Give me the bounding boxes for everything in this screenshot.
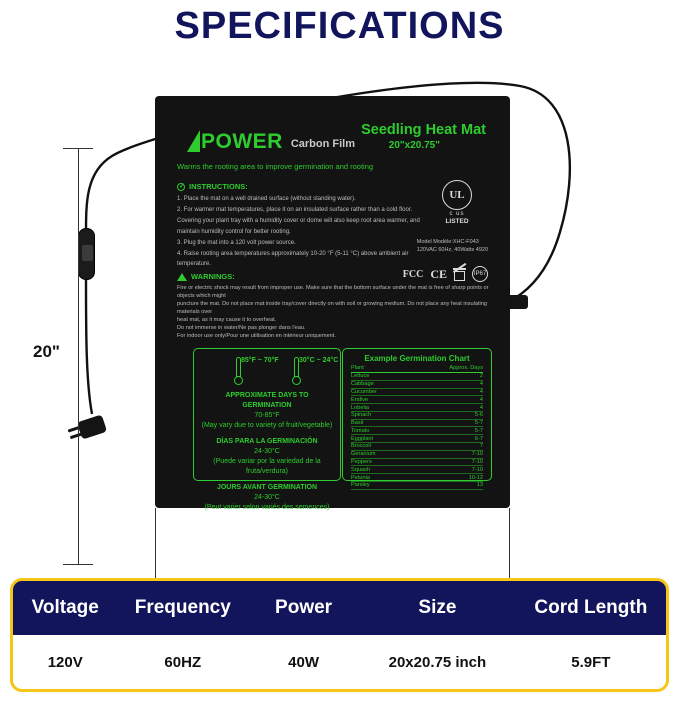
fcc-icon: FCC xyxy=(402,268,424,280)
cell-days: 4 xyxy=(479,388,483,395)
cell-days: 4 xyxy=(479,396,483,403)
spec-header-frequency: Frequency xyxy=(134,597,231,618)
cell-days: 6-7 xyxy=(474,435,483,442)
table-row xyxy=(351,459,483,467)
en-range: 70-85°F xyxy=(254,412,280,419)
cell-days: 7-10 xyxy=(471,466,483,473)
spec-value-voltage: 120V xyxy=(47,653,83,671)
list-item: Do not immerse in water/Ne pas plonger dans l'eau. xyxy=(177,325,306,331)
cell-days: 4 xyxy=(479,381,483,388)
table-row xyxy=(351,404,483,412)
cell-days: 5-7 xyxy=(474,420,483,427)
table-row xyxy=(351,482,483,490)
list-item: maintain humidity control for better rooting. xyxy=(177,229,291,235)
list-item: heat mat, as it may cause it to overheat. xyxy=(177,317,277,323)
ul-listed-text: LISTED xyxy=(445,218,469,225)
ip67-icon: IP67 xyxy=(472,266,488,282)
height-cap-top xyxy=(63,148,93,149)
cell-plant: Tomato xyxy=(351,427,370,434)
page-title-bar xyxy=(0,0,679,52)
thermometer-fahrenheit-icon xyxy=(221,357,279,385)
brand-name: POWER xyxy=(201,130,283,153)
table-row xyxy=(351,389,483,397)
product-tagline: Warms the rooting area to improve germination and rooting xyxy=(177,162,374,171)
ul-certification-mark xyxy=(442,180,472,225)
ce-icon: CE xyxy=(430,266,447,281)
cell-plant: Eggplant xyxy=(351,435,374,442)
ul-logo: UL xyxy=(442,180,472,210)
cell-plant: Squash xyxy=(351,466,370,473)
cell-plant: Basil xyxy=(351,420,364,427)
cell-plant: Endive xyxy=(351,396,369,403)
table-row xyxy=(351,443,483,451)
thermometer-celsius-icon xyxy=(279,357,339,385)
model-line: 120VAC 60Hz, 40Watts 4920 xyxy=(416,247,488,253)
cell-plant: Peppers xyxy=(351,458,372,465)
cell-days: 4 xyxy=(479,404,483,411)
fr-title: JOURS AVANT GERMINATION xyxy=(216,484,318,491)
cell-days: 5-6 xyxy=(474,412,483,419)
es-note: (Puede variar por la variedad de la fruta/verdura) xyxy=(213,458,321,475)
temp-celsius: 30°C ~ 24°C xyxy=(299,357,339,364)
spec-header-cord-length: Cord Length xyxy=(534,597,648,618)
table-row xyxy=(351,435,483,443)
table-row xyxy=(351,466,483,474)
table-row xyxy=(351,396,483,404)
cell-plant: Cucumber xyxy=(351,388,377,395)
warnings-list xyxy=(177,284,507,340)
column-header-plant: Plant xyxy=(351,365,364,371)
cell-days: 2 xyxy=(479,373,483,380)
cell-days: 13 xyxy=(476,482,483,489)
seedling-heat-mat xyxy=(155,96,510,511)
table-row xyxy=(351,373,483,381)
instructions-title: INSTRUCTIONS: xyxy=(189,182,248,191)
list-item: 3. Plug the mat into a 120 volt power source. xyxy=(177,240,296,246)
germination-chart-panel xyxy=(342,348,492,489)
lightning-bolt-icon xyxy=(187,126,201,152)
product-size: 20"x20.75" xyxy=(388,140,440,151)
en-title-1: APPROXIMATE DAYS TO xyxy=(225,392,309,399)
cell-days: 7 xyxy=(479,443,483,450)
list-item: Covering your plant tray with a humidity cover or dome will also keep root area warmer, and xyxy=(177,218,420,224)
table-row xyxy=(351,474,483,482)
table-row xyxy=(351,381,483,389)
table-row xyxy=(351,420,483,428)
cell-plant: Lobelia xyxy=(351,404,370,411)
cell-plant: Lettuce xyxy=(351,373,370,380)
warnings-title: WARNINGS: xyxy=(191,272,235,281)
chart-header xyxy=(351,365,483,373)
spec-header-voltage: Voltage xyxy=(31,597,99,618)
germination-en xyxy=(194,391,340,431)
cell-plant: Spinach xyxy=(351,412,372,419)
model-info xyxy=(417,238,488,254)
list-item: 1. Place the mat on a well drained surface (without standing water). xyxy=(177,196,356,202)
height-dimension-line xyxy=(78,148,79,564)
product-name: Seedling Heat Mat xyxy=(361,122,486,138)
check-circle-icon xyxy=(177,183,185,191)
fr-note: (Peut varier selon variés des semences) xyxy=(204,504,330,511)
list-item: For indoor use only/Pour une utilisation en intérieur uniquement. xyxy=(177,333,336,339)
cell-days: 7-10 xyxy=(471,458,483,465)
instructions-list xyxy=(177,195,427,269)
column-header-days: Approx. Days xyxy=(449,365,483,371)
en-note: (May vary due to variety of fruit/vegetable) xyxy=(201,422,333,429)
cell-plant: Petunia xyxy=(351,474,370,481)
cell-days: 10-12 xyxy=(468,474,483,481)
warnings-block xyxy=(177,272,507,340)
list-item: 2. For warmer mat temperatures, place it on an insulated surface rather than a cold floor. xyxy=(177,207,413,213)
table-row xyxy=(351,451,483,459)
brand-logo xyxy=(187,126,355,152)
list-item: 4. Raise rooting area temperatures approximately 10-20 °F (5-11 °C) above ambient air temperature. xyxy=(177,251,409,267)
spec-table-header-row xyxy=(13,581,666,635)
cell-days: 7-10 xyxy=(471,451,483,458)
page-title: SPECIFICATIONS xyxy=(174,4,505,47)
height-cap-bottom xyxy=(63,564,93,565)
brand-subtitle: Carbon Film xyxy=(290,138,356,150)
cell-plant: Parsley xyxy=(351,482,370,489)
chart-rows xyxy=(351,373,483,490)
cell-plant: Cabbage xyxy=(351,381,374,388)
spec-header-power: Power xyxy=(275,597,333,618)
es-title: DÍAS PARA LA GERMINACIÓN xyxy=(216,438,318,445)
germination-es xyxy=(194,437,340,477)
es-range: 24-30°C xyxy=(254,448,280,455)
spec-header-size: Size xyxy=(418,597,457,618)
cell-plant: Geranium xyxy=(351,451,376,458)
model-line: Model Modèle:XHC-F043 xyxy=(416,239,479,245)
list-item: Fire or electric shock may result from improper use. Make sure that the bottom surface under the mat is free of sharp points or objects which might xyxy=(177,285,489,299)
germination-days-panel xyxy=(193,348,341,511)
table-row xyxy=(351,427,483,435)
list-item: puncture the mat. Do not place mat inside tray/cover directly on with soil or growing medium. Do not place any heat insulating materials over xyxy=(177,301,487,315)
ul-us-text: c us xyxy=(449,211,465,217)
spec-table-value-row xyxy=(13,635,666,689)
fr-range: 24-30°C xyxy=(254,494,280,501)
spec-value-size: 20x20.75 inch xyxy=(388,653,487,671)
temp-fahrenheit: 85°F ~ 70°F xyxy=(241,357,279,364)
warnings-heading xyxy=(177,272,507,281)
cell-days: 5-7 xyxy=(474,427,483,434)
chart-title: Example Germination Chart xyxy=(364,354,470,363)
instructions-block xyxy=(177,182,427,271)
instructions-heading xyxy=(177,182,427,191)
thermometer-row xyxy=(194,357,340,385)
cell-plant: Broccoli xyxy=(351,443,371,450)
table-row xyxy=(351,412,483,420)
spec-value-power: 40W xyxy=(288,653,319,671)
spec-value-cord-length: 5.9FT xyxy=(571,653,611,671)
specifications-table xyxy=(10,578,669,692)
en-title-2: GERMINATION xyxy=(242,402,292,409)
spec-value-frequency: 60HZ xyxy=(164,653,202,671)
inline-switch xyxy=(78,228,95,280)
warning-triangle-icon xyxy=(177,273,187,281)
height-dimension-label: 20" xyxy=(33,342,60,361)
germination-fr xyxy=(194,483,340,513)
product-diagram xyxy=(0,52,679,572)
